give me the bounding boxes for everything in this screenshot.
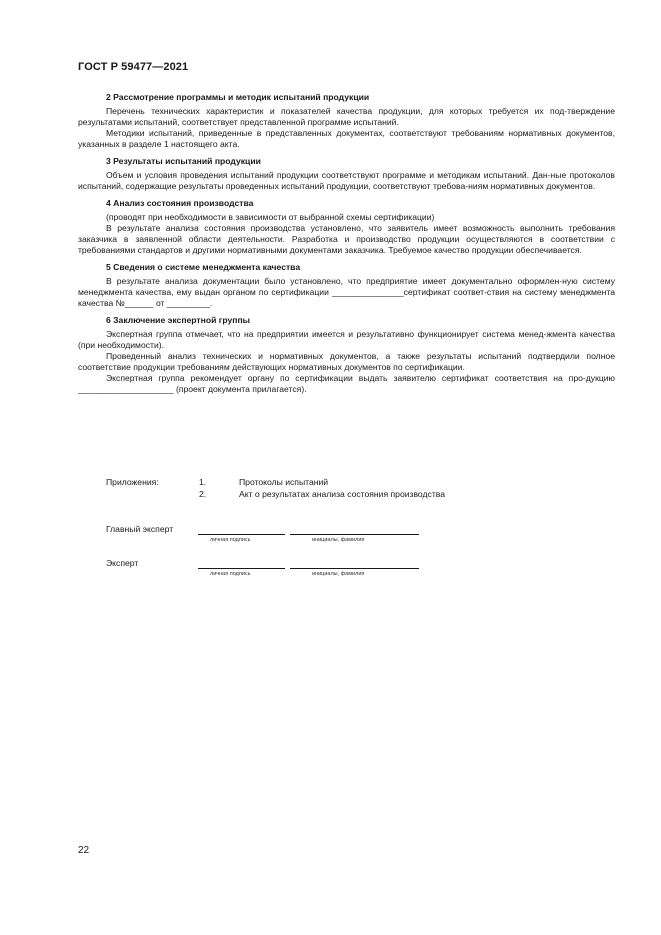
paragraph: (проводят при необходимости в зависимости от выбранной схемы сертификации): [106, 212, 435, 222]
attachment-text: Протоколы испытаний: [239, 477, 329, 487]
name-line: [290, 568, 419, 569]
paragraph: Проведенный анализ технических и нормативных документов, а также результаты испытаний подтвердили полное соответствие продукции требованиям действующих нормативных документов по сертификации.: [78, 351, 615, 372]
attachment-text: Акт о результатах анализа состояния производства: [239, 489, 446, 499]
section-test-results: [78, 156, 615, 192]
section-heading: 2 Рассмотрение программы и методик испытаний продукции: [106, 92, 370, 102]
attachment-number: 2.: [199, 489, 207, 499]
paragraph: В результате анализа состояния производства установлено, что заявитель имеет возможность выполнить требования заказчика в заявленной области деятельности. Разработка и производство продукции осуществляются в соответствии с требованиями стандартов и другими нормативными документами заказчика. Требуемое качество продукции обеспечивается.: [78, 223, 615, 255]
signature-caption: личная подпись: [210, 571, 251, 577]
section-heading: 3 Результаты испытаний продукции: [106, 156, 261, 166]
paragraph: Экспертная группа отмечает, что на предприятии имеется и результативно функционирует система менед-жмента качества (при необходимости).: [78, 329, 615, 350]
page-number: 22: [78, 845, 90, 856]
paragraph: Методики испытаний, приведенные в представленных документах, соответствуют требованиям нормативных документов, указанных в разделе 1 настоящего акта.: [78, 128, 615, 149]
paragraph: Объем и условия проведения испытаний продукции соответствуют программе и методикам испытаний. Дан-ные протоколов испытаний, содержащие результаты проведенных испытаний продукции, соответствуют требова-ниям нормативных документов.: [78, 170, 615, 191]
attachment-number: 1.: [199, 477, 207, 487]
paragraph: В результате анализа документации было установлено, что предприятие имеет документально оформлен-ную систему менеджмента качества, ему выдан органом по сертификации _______________сертификат соответ-ствия на систему менеджмента качества №______ от _________.: [78, 276, 615, 308]
signature-role: Главный эксперт: [106, 524, 174, 534]
document-body: [78, 92, 615, 401]
section-heading: 4 Анализ состояния производства: [106, 198, 254, 208]
signature-role: Эксперт: [106, 558, 139, 568]
section-quality-management: [78, 262, 615, 309]
signature-line: [198, 534, 285, 535]
name-caption: инициалы, фамилия: [312, 571, 365, 577]
paragraph: Перечень технических характеристик и показателей качества продукции, для которых требуется их под-тверждение результатами испытаний, соответствует представленной программе испытаний.: [78, 106, 615, 127]
paragraph: Экспертная группа рекомендует органу по сертификации выдать заявителю сертификат соответствия на про-дукцию ____________________ (проект документа прилагается).: [78, 373, 615, 394]
standard-title: ГОСТ Р 59477—2021: [78, 61, 189, 73]
name-line: [290, 534, 419, 535]
signature-line: [198, 568, 285, 569]
signature-caption: личная подпись: [210, 537, 251, 543]
section-heading: 5 Сведения о системе менеджмента качества: [106, 262, 301, 272]
section-expert-conclusion: [78, 315, 615, 395]
section-heading: 6 Заключение экспертной группы: [106, 315, 250, 325]
name-caption: инициалы, фамилия: [312, 537, 365, 543]
section-production-analysis: [78, 198, 615, 256]
attachments-label: Приложения:: [106, 477, 159, 487]
section-program-review: [78, 92, 615, 150]
